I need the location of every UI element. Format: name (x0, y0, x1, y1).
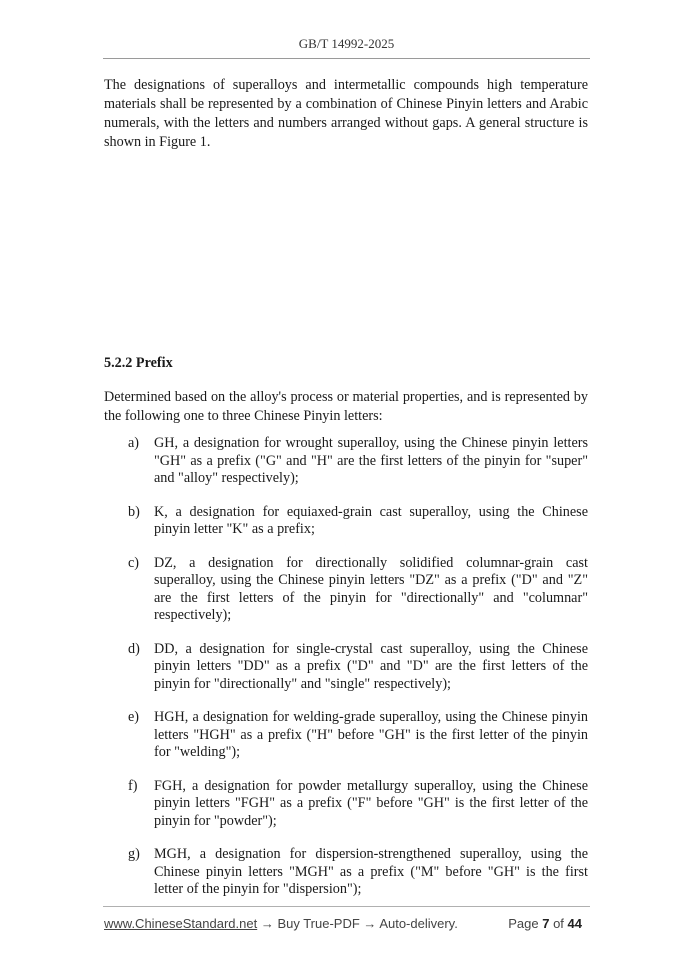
page-of: of (553, 916, 564, 931)
arrow-icon: → (257, 916, 278, 931)
header-divider (103, 58, 590, 59)
list-item-text: DD, a designation for single-crystal cast superalloy, using the Chinese pinyin letters "DD" as a prefix ("D" and "D" are the first letters of the pinyin for "directionally" and "single" respectively); (154, 640, 588, 692)
list-item-marker: f) (128, 777, 138, 794)
page-current: 7 (542, 916, 550, 931)
list-item-text: HGH, a designation for welding-grade superalloy, using the Chinese pinyin letters "HGH" as a prefix ("H" before "GH" is the first letter of the pinyin for "welding"); (154, 709, 588, 760)
list-item (104, 846, 588, 899)
list-item-text: FGH, a designation for powder metallurgy superalloy, using the Chinese pinyin letters "FGH" as a prefix ("F" before "GH" is the first letter of the pinyin for "powder"); (154, 777, 588, 829)
page-total: 44 (567, 916, 582, 931)
list-item-marker: e) (128, 709, 140, 725)
page-number (508, 916, 582, 931)
section-heading: 5.2.2 Prefix (104, 355, 173, 371)
list-item (104, 504, 588, 539)
list-item (104, 778, 588, 831)
prefix-list (104, 435, 588, 915)
list-item-text: MGH, a designation for dispersion-strengthened superalloy, using the Chinese pinyin letters "MGH" as a prefix ("M" before "GH" is the first letter of the pinyin for "dispersion"); (154, 846, 588, 897)
page-label: Page (508, 916, 539, 931)
list-item-marker: d) (128, 640, 140, 657)
list-item (104, 555, 588, 625)
site-link[interactable]: www.ChineseStandard.net (104, 916, 258, 931)
figure-placeholder (104, 160, 588, 340)
list-item (104, 435, 588, 488)
list-item-marker: c) (128, 554, 140, 571)
list-item-marker: b) (128, 503, 140, 520)
auto-delivery-text: Auto-delivery. (379, 916, 458, 931)
footer-divider (103, 906, 590, 907)
list-item-text: GH, a designation for wrought superalloy, using the Chinese pinyin letters "GH" as a prefix ("G" and "H" are the first letters of the pinyin for "super" and "alloy" respectively); (154, 435, 588, 486)
document-header: GB/T 14992-2025 (298, 36, 395, 51)
list-item-marker: g) (128, 846, 140, 862)
list-item-text: DZ, a designation for directionally solidified columnar-grain cast superalloy, using the Chinese pinyin letters "DZ" as a prefix ("D" and "Z" are the first letters of the pinyin for "directionally" and "columnar" respectively); (154, 554, 588, 623)
page-footer (104, 916, 588, 934)
list-item (104, 709, 588, 762)
intro-paragraph: The designations of superalloys and intermetallic compounds high temperature materials shall be represented by a combination of Chinese Pinyin letters and Arabic numerals, with the letters and numbers arranged without gaps. A general structure is shown in Figure 1. (104, 77, 588, 150)
list-item-marker: a) (128, 435, 140, 451)
buy-pdf-text: Buy True-PDF (277, 916, 360, 931)
list-item-text: K, a designation for equiaxed-grain cast superalloy, using the Chinese pinyin letter "K" as a prefix; (154, 503, 588, 537)
section-lead-paragraph: Determined based on the alloy's process or material properties, and is represented by the following one to three Chinese Pinyin letters: (104, 389, 588, 424)
footer-promo (104, 916, 458, 931)
list-item (104, 641, 588, 694)
arrow-icon: → (359, 916, 380, 931)
